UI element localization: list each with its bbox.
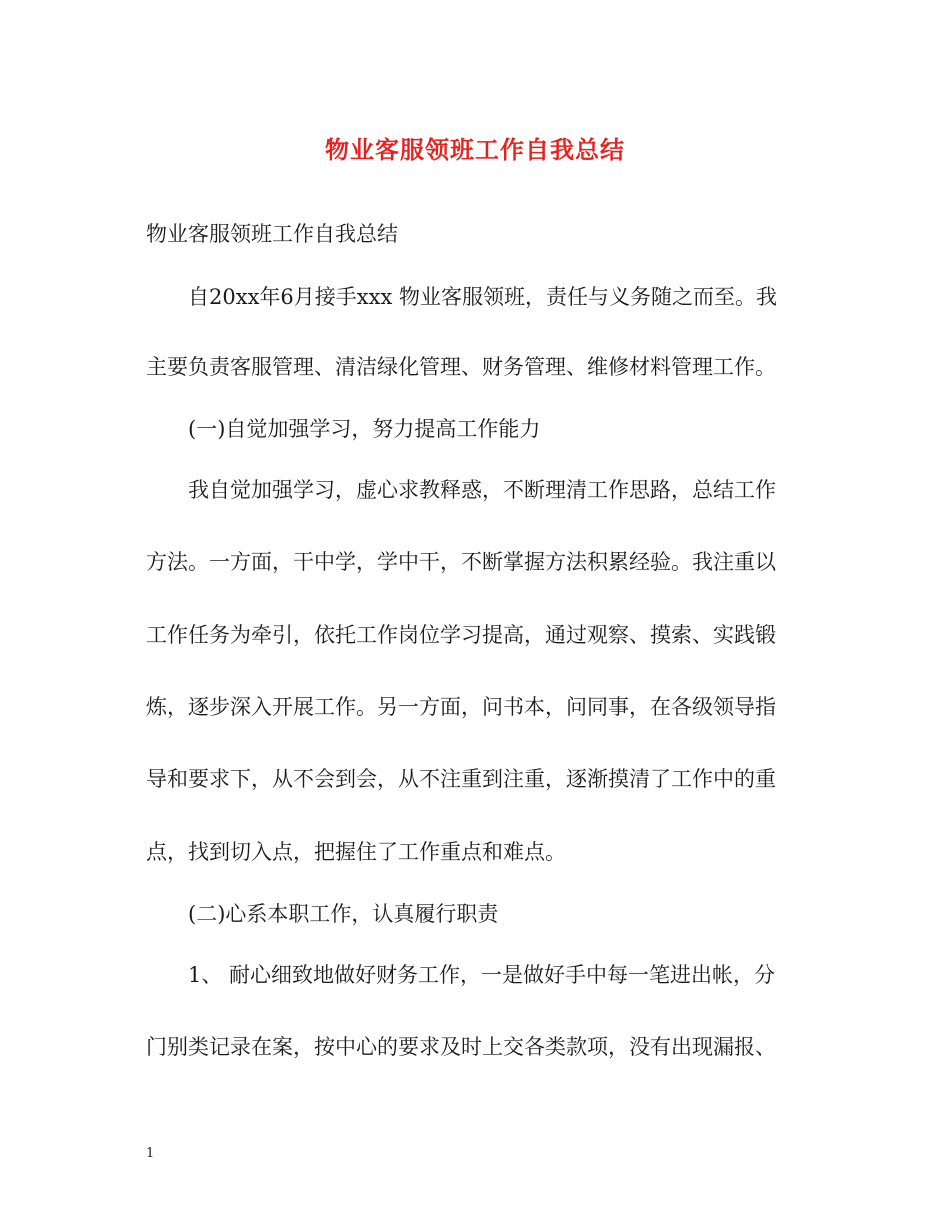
body-line: 炼，逐步深入开展工作。另一方面，问书本，问同事，在各级领导指 — [146, 695, 776, 719]
body-line: 1、 耐心细致地做好财务工作，一是做好手中每一笔进出帐，分 — [188, 963, 776, 987]
body-line: 点，找到切入点，把握住了工作重点和难点。 — [146, 840, 566, 864]
body-line: 导和要求下，从不会到会，从不注重到注重，逐渐摸清了工作中的重 — [146, 767, 776, 791]
document-title: 物业客服领班工作自我总结 — [325, 135, 625, 164]
body-line: 自20xx年6月接手xxx 物业客服领班，责任与义务随之而至。我 — [188, 285, 777, 309]
body-line: 我自觉加强学习，虚心求教释惑，不断理清工作思路，总结工作 — [188, 478, 776, 502]
body-line: 主要负责客服管理、清洁绿化管理、财务管理、维修材料管理工作。 — [146, 355, 776, 379]
body-line: 方法。一方面，干中学，学中干，不断掌握方法积累经验。我注重以 — [146, 550, 776, 574]
body-line: 工作任务为牵引，依托工作岗位学习提高，通过观察、摸索、实践锻 — [146, 623, 776, 647]
section-heading: (一)自觉加强学习，努力提高工作能力 — [188, 417, 541, 441]
body-line-subtitle: 物业客服领班工作自我总结 — [146, 222, 398, 246]
body-line: 门别类记录在案，按中心的要求及时上交各类款项，没有出现漏报、 — [146, 1035, 776, 1059]
section-heading: (二)心系本职工作，认真履行职责 — [188, 902, 499, 926]
page-number: 1 — [146, 1146, 155, 1161]
